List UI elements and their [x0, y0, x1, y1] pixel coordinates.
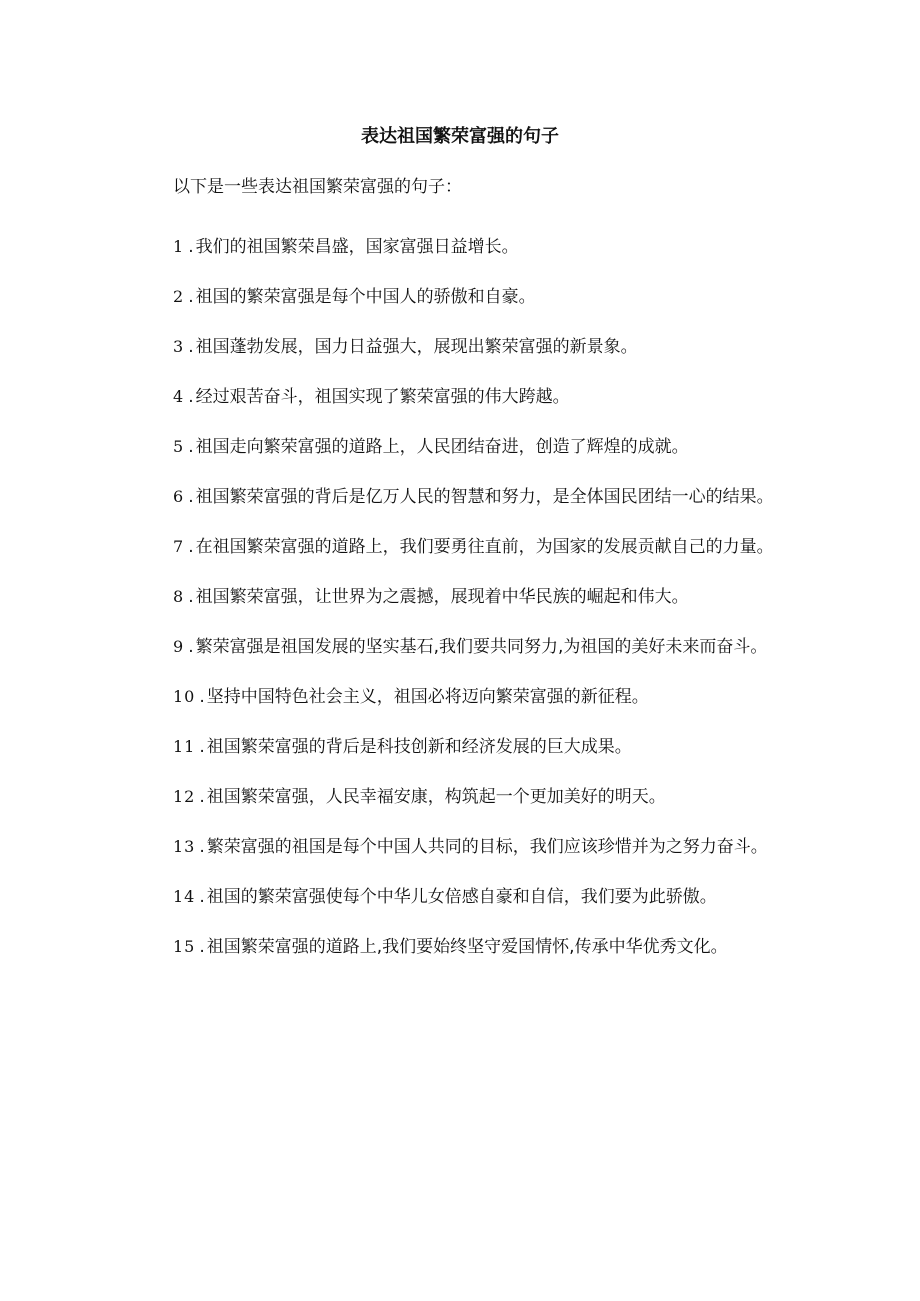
list-item — [136, 822, 786, 872]
item-text: 繁荣富强是祖国发展的坚实基石,我们要共同努力,为祖国的美好未来而奋斗。 — [195, 637, 768, 657]
item-text: 祖国繁荣富强的道路上,我们要始终坚守爱国情怀,传承中华优秀文化。 — [206, 937, 728, 957]
item-text: 繁荣富强的祖国是每个中国人共同的目标，我们应该珍惜并为之努力奋斗。 — [206, 837, 768, 857]
item-text: 祖国繁荣富强的背后是科技创新和经济发展的巨大成果。 — [206, 737, 632, 757]
item-number: 10 — [173, 687, 196, 706]
item-number: 8 — [173, 587, 185, 606]
item-number: 12 — [173, 787, 196, 806]
item-number: 5 — [173, 437, 185, 456]
item-text: 经过艰苦奋斗，祖国实现了繁荣富强的伟大跨越。 — [195, 387, 570, 407]
item-number: 7 — [173, 537, 185, 556]
item-separator: . — [188, 287, 194, 307]
item-text: 我们的祖国繁荣昌盛，国家富强日益增长。 — [195, 237, 519, 257]
list-item — [136, 322, 786, 372]
item-separator: . — [199, 737, 205, 757]
list-item — [136, 772, 786, 822]
item-number: 11 — [173, 737, 196, 756]
list-item — [136, 622, 786, 672]
list-item — [136, 572, 786, 622]
item-separator: . — [188, 637, 194, 657]
item-text: 在祖国繁荣富强的道路上，我们要勇往直前，为国家的发展贡献自己的力量。 — [195, 537, 774, 557]
item-separator: . — [188, 437, 194, 457]
list-item — [136, 522, 786, 572]
list-item — [136, 222, 786, 272]
item-number: 15 — [173, 937, 196, 956]
intro-paragraph: 以下是一些表达祖国繁荣富强的句子： — [173, 177, 462, 197]
item-text: 坚持中国特色社会主义，祖国必将迈向繁荣富强的新征程。 — [206, 687, 649, 707]
item-text: 祖国繁荣富强，人民幸福安康，构筑起一个更加美好的明天。 — [206, 787, 666, 807]
item-text: 祖国繁荣富强的背后是亿万人民的智慧和努力，是全体国民团结一心的结果。 — [195, 487, 774, 507]
list-item — [136, 472, 786, 522]
item-separator: . — [199, 887, 205, 907]
list-item — [136, 722, 786, 772]
item-separator: . — [199, 787, 205, 807]
list-item — [136, 922, 786, 972]
list-item — [136, 872, 786, 922]
document-title: 表达祖国繁荣富强的句子 — [361, 126, 559, 147]
list-item — [136, 422, 786, 472]
item-number: 4 — [173, 387, 185, 406]
item-number: 13 — [173, 837, 196, 856]
item-text: 祖国繁荣富强，让世界为之震撼，展现着中华民族的崛起和伟大。 — [195, 587, 689, 607]
item-separator: . — [188, 487, 194, 507]
item-text: 祖国的繁荣富强是每个中国人的骄傲和自豪。 — [195, 287, 536, 307]
item-separator: . — [188, 537, 194, 557]
item-number: 14 — [173, 887, 196, 906]
item-text: 祖国走向繁荣富强的道路上，人民团结奋进，创造了辉煌的成就。 — [195, 437, 689, 457]
sentence-list — [136, 222, 786, 972]
item-separator: . — [188, 337, 194, 357]
item-text: 祖国蓬勃发展，国力日益强大，展现出繁荣富强的新景象。 — [195, 337, 638, 357]
list-item — [136, 372, 786, 422]
list-item — [136, 672, 786, 722]
item-text: 祖国的繁荣富强使每个中华儿女倍感自豪和自信，我们要为此骄傲。 — [206, 887, 717, 907]
item-separator: . — [188, 237, 194, 257]
item-number: 2 — [173, 287, 185, 306]
item-separator: . — [188, 387, 194, 407]
item-number: 3 — [173, 337, 185, 356]
item-separator: . — [199, 687, 205, 707]
item-separator: . — [199, 837, 205, 857]
item-number: 9 — [173, 637, 185, 656]
item-separator: . — [188, 587, 194, 607]
item-number: 6 — [173, 487, 185, 506]
item-separator: . — [199, 937, 205, 957]
list-item — [136, 272, 786, 322]
item-number: 1 — [173, 237, 185, 256]
